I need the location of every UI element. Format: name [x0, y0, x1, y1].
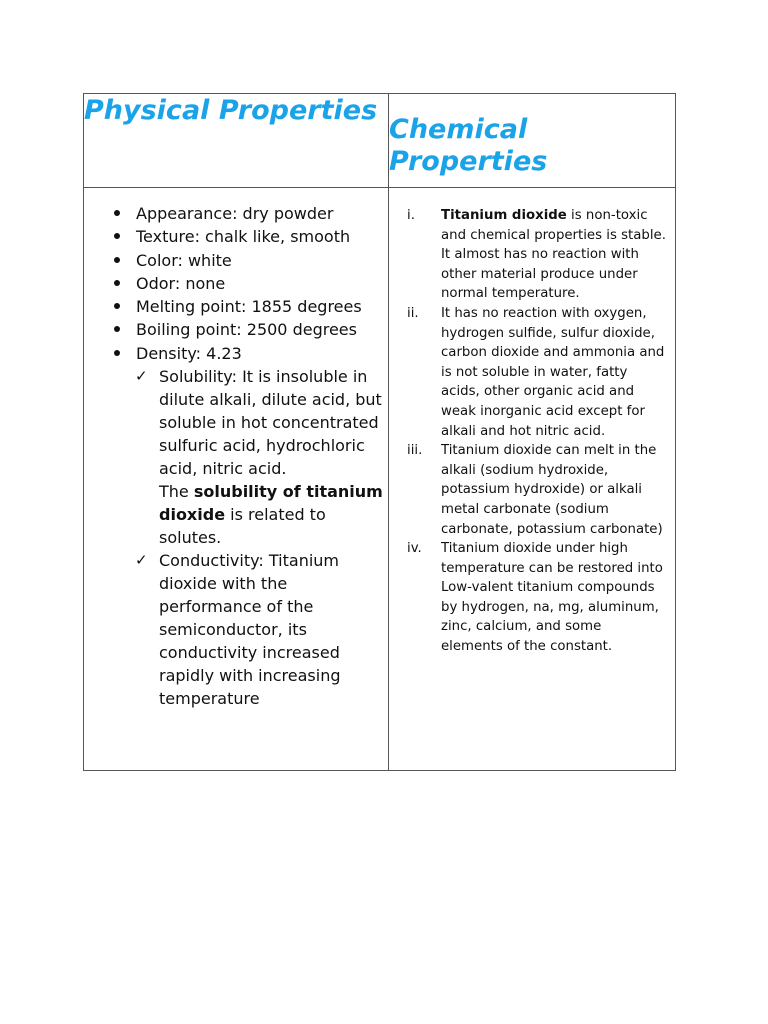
list-item — [407, 206, 667, 304]
solubility-text: Solubility: It is insoluble in dilute alkali, dilute acid, but soluble in hot concentrated sulfuric acid, hydrochloric acid, nitric acid. — [159, 367, 382, 479]
list-item — [136, 318, 388, 341]
solubility-note-prefix: The — [159, 482, 194, 502]
bullet-dot-icon — [114, 257, 120, 263]
bullet-dot-icon — [114, 326, 120, 332]
item-text: Titanium dioxide can melt in the alkali (sodium hydroxide, potassium hydroxide) or alkali metal carbonate (sodium carbonate, potassium carbonate) — [441, 443, 663, 537]
chemical-properties-heading: Chemical Properties — [389, 114, 548, 177]
check-mark-icon: ✓ — [135, 551, 148, 570]
check-mark-icon: ✓ — [135, 367, 148, 386]
list-item — [407, 539, 667, 657]
item-number: i. — [407, 208, 415, 223]
chemical-numbered-list — [389, 206, 675, 657]
properties-table — [83, 93, 676, 771]
header-row — [84, 94, 676, 188]
color-text: Color: white — [136, 250, 232, 270]
solubility-item — [135, 365, 388, 549]
item-number: iv. — [407, 541, 422, 557]
list-item — [407, 441, 667, 539]
check-list — [136, 365, 388, 710]
conductivity-text: Conductivity: Titanium dioxide with the performance of the semiconductor, its conductivity increased rapidly with increasing temperature — [159, 551, 341, 709]
list-item — [136, 249, 388, 272]
item-text: Titanium dioxide under high temperature can be restored into Low-valent titanium compounds by hydrogen, na, mg, aluminum, zinc, calcium, and some elements of the constant. — [441, 541, 663, 655]
texture-text: Texture: chalk like, smooth — [136, 227, 351, 247]
chemical-header-cell — [389, 94, 676, 188]
odor-text: Odor: none — [136, 273, 226, 293]
physical-properties-cell — [84, 188, 389, 771]
chemical-properties-cell — [389, 188, 676, 771]
bullet-dot-icon — [114, 233, 120, 239]
physical-bullet-list — [84, 202, 388, 710]
list-item — [136, 225, 388, 248]
conductivity-item — [135, 549, 388, 710]
list-item — [136, 295, 388, 318]
physical-header-cell — [84, 94, 389, 188]
list-item — [407, 304, 667, 441]
bullet-dot-icon — [114, 210, 120, 216]
item-text: It has no reaction with oxygen, hydrogen sulfide, sulfur dioxide, carbon dioxide and ammonia and is not soluble in water, fatty acids, other organic acid and weak inorganic acid except for alkali and hot nitric acid. — [441, 305, 665, 439]
bullet-dot-icon — [114, 303, 120, 309]
list-item — [136, 342, 388, 710]
solubility-note-bold: solubility of titanium dioxide — [159, 482, 383, 525]
physical-properties-heading: Physical Properties — [84, 95, 378, 126]
list-item — [136, 202, 388, 225]
item-bold-text: Titanium dioxide — [441, 208, 567, 223]
melting-point-text: Melting point: 1855 degrees — [136, 297, 362, 317]
content-row — [84, 188, 676, 771]
bullet-dot-icon — [114, 350, 120, 356]
density-text: Density: 4.23 — [136, 343, 242, 363]
item-number: ii. — [407, 305, 419, 321]
list-item — [136, 272, 388, 295]
item-number: iii. — [407, 443, 423, 459]
appearance-text: Appearance: dry powder — [136, 204, 334, 223]
bullet-dot-icon — [114, 280, 120, 286]
boiling-point-text: Boiling point: 2500 degrees — [136, 320, 357, 340]
item-text: is non-toxic and chemical properties is stable. It almost has no reaction with other material produce under normal temperature. — [441, 208, 666, 302]
solubility-note-suffix: is related to solutes. — [159, 505, 326, 548]
